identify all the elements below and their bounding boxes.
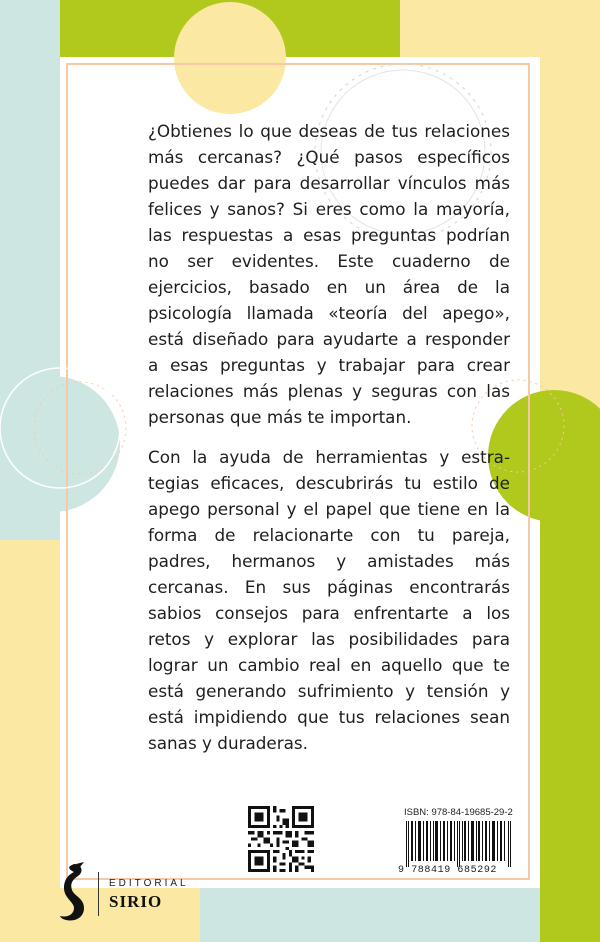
isbn-label: ISBN: 978-84-19685-29-2 [404,807,513,818]
logo-divider [98,872,99,916]
description-paragraph-1: ¿Obtienes lo que deseas de tus relaciones más cercanas? ¿Qué pasos específicos puedes dar para desarrollar vínculos más felices y sanos? Si eres como la mayoría, las respuestas a esas preguntas podrían no ser evidentes. Este cuaderno de ejercicios, basado en un área de la psicología llamada «teoría del apego», está diseñado para ayudarte a responder a esas preguntas y trabajar para crear relaciones más plenas y seguras con las personas que más te importan. [148,121,510,427]
qr-code-icon [248,806,314,872]
description-paragraph-2: Con la ayuda de herramientas y estrategias eficaces, descubrirás tu estilo de apego personal y el papel que tiene en la forma de relacionarte con tu pareja, padres, hermanos y amistades más cercanas. En sus páginas encontrarás sabios consejos para enfrentarte a los retos y explorar las posibilidades para lograr un cambio real en aquello que te está generando sufrimiento y tensión y está impidiendo que tus relaciones sean sanas y duraderas. [148,447,510,753]
barcode-digits: 9 788419 685292 [398,865,498,876]
back-cover-description [148,118,510,770]
swan-logo-icon [60,862,86,922]
publisher-name: SIRIO [109,892,163,911]
publisher-label: EDITORIAL [109,878,189,889]
isbn-barcode [398,807,516,879]
barcode-icon [406,821,514,867]
